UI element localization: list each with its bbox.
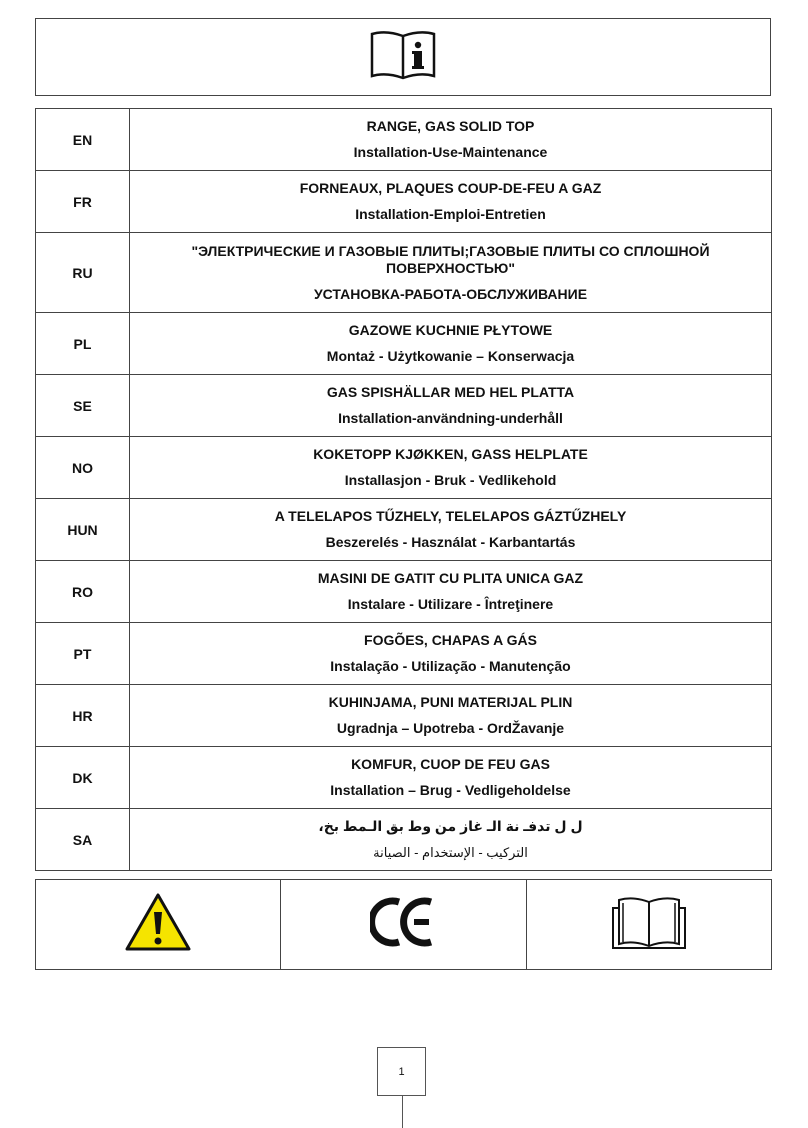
product-title: "ЭЛЕКТРИЧЕСКИЕ И ГАЗОВЫЕ ПЛИТЫ;ГАЗОВЫЕ ПЛИТЫ СО СПЛОШНОЙ ПОВЕРХНОСТЬЮ" [191, 242, 710, 276]
manual-subtitle: Installation-användning-underhåll [338, 410, 563, 426]
language-row [36, 313, 772, 375]
language-description [130, 809, 772, 871]
warning-cell [36, 880, 281, 970]
language-code: HR [36, 685, 130, 747]
language-description [130, 561, 772, 623]
language-code: NO [36, 437, 130, 499]
manual-subtitle: Instalare - Utilizare - Întreţinere [347, 596, 554, 612]
product-title: KOKETOPP KJØKKEN, GASS HELPLATE [313, 446, 588, 462]
language-description [130, 375, 772, 437]
language-row [36, 499, 772, 561]
symbols-row [35, 879, 772, 970]
open-book-icon [611, 937, 687, 954]
language-code: PT [36, 623, 130, 685]
product-title: FORNEAUX, PLAQUES COUP-DE-FEU A GAZ [299, 180, 602, 196]
language-code: RU [36, 233, 130, 313]
product-title: FOGÕES, CHAPAS A GÁS [364, 632, 537, 648]
product-title: A TELELAPOS TŰZHELY, TELELAPOS GÁZTŰZHELY [274, 508, 627, 524]
manual-subtitle: Montaż - Użytkowanie – Konserwacja [326, 348, 575, 364]
product-title: GAS SPISHÄLLAR MED HEL PLATTA [326, 384, 575, 400]
manual-subtitle: Installation-Emploi-Entretien [355, 206, 546, 222]
product-title: KUHINJAMA, PUNI MATERIJAL PLIN [328, 694, 573, 710]
language-row [36, 171, 772, 233]
product-title: MASINI DE GATIT CU PLITA UNICA GAZ [317, 570, 584, 586]
language-code: SA [36, 809, 130, 871]
language-row [36, 561, 772, 623]
language-description [130, 233, 772, 313]
page-number: 1 [398, 1065, 405, 1078]
language-row [36, 375, 772, 437]
language-code: FR [36, 171, 130, 233]
language-row [36, 685, 772, 747]
language-description [130, 109, 772, 171]
manual-subtitle: التركيب - الإستخدام - الصيانة [373, 845, 528, 860]
language-description [130, 499, 772, 561]
language-description [130, 313, 772, 375]
language-code: DK [36, 747, 130, 809]
language-code: PL [36, 313, 130, 375]
language-description [130, 623, 772, 685]
header-icon-box [35, 18, 771, 96]
language-row [36, 623, 772, 685]
language-code: HUN [36, 499, 130, 561]
page-number-box [377, 1047, 426, 1096]
ce-cell [281, 880, 526, 970]
language-row [36, 437, 772, 499]
manual-subtitle: Instalação - Utilização - Manutenção [330, 658, 571, 674]
language-row [36, 109, 772, 171]
warning-icon [124, 939, 192, 956]
manual-subtitle: Installasjon - Bruk - Vedlikehold [344, 472, 557, 488]
language-description [130, 171, 772, 233]
manual-subtitle: Beszerelés - Használat - Karbantartás [325, 534, 576, 550]
language-row [36, 233, 772, 313]
manual-subtitle: УСТАНОВКА-РАБОТА-ОБСЛУЖИВАНИЕ [313, 285, 588, 302]
language-code: EN [36, 109, 130, 171]
product-title: ل ل تدفـ نة الـ غاز من وط بق الـمط بخ، [318, 818, 583, 834]
manual-subtitle: Installation – Brug - Vedligeholdelse [330, 782, 571, 798]
product-title: GAZOWE KUCHNIE PŁYTOWE [348, 322, 553, 338]
language-description [130, 437, 772, 499]
manual-subtitle: Installation-Use-Maintenance [353, 144, 548, 160]
info-manual-icon [368, 28, 438, 87]
page-number-line [402, 1096, 403, 1128]
language-description [130, 685, 772, 747]
product-title: RANGE, GAS SOLID TOP [366, 118, 535, 134]
manual-cell [526, 880, 771, 970]
language-table [35, 108, 772, 871]
language-code: SE [36, 375, 130, 437]
language-row [36, 747, 772, 809]
language-row [36, 809, 772, 871]
language-code: RO [36, 561, 130, 623]
manual-subtitle: Ugradnja – Upotreba - OrdŽavanje [336, 720, 565, 736]
ce-mark-icon [370, 937, 436, 954]
language-description [130, 747, 772, 809]
product-title: KOMFUR, CUOP DE FEU GAS [351, 756, 550, 772]
